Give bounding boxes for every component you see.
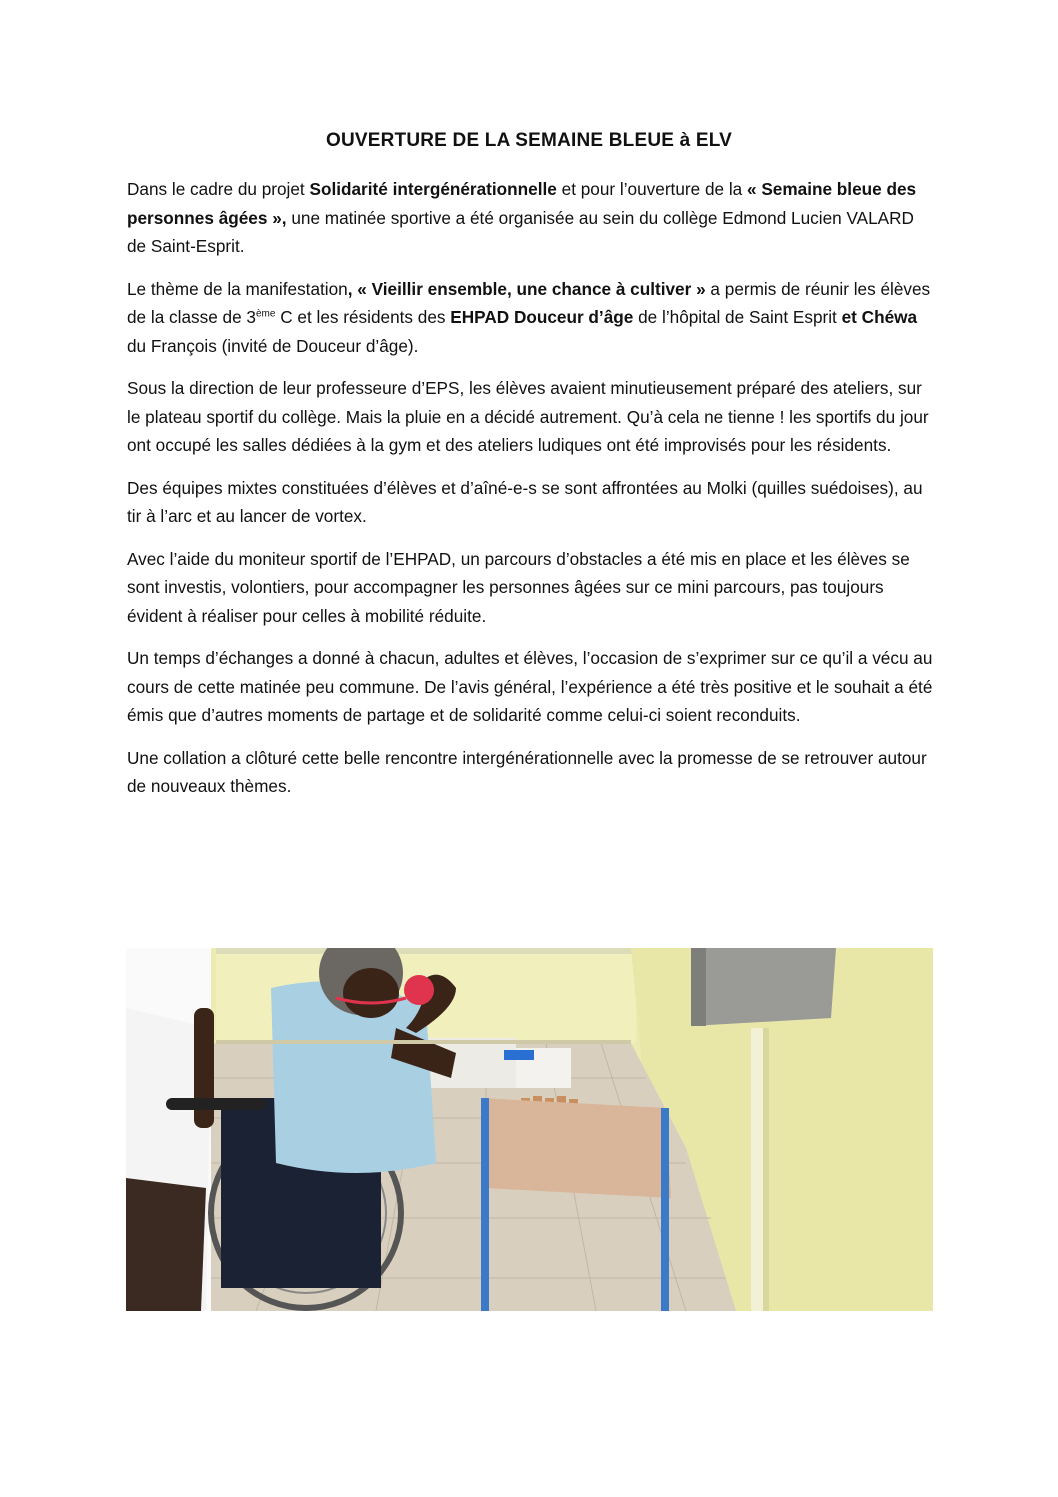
article-body [127, 175, 937, 815]
page-title: OUVERTURE DE LA SEMAINE BLEUE à ELV [325, 130, 733, 151]
paragraph-2: Le thème de la manifestation, « Vieillir ensemble, une chance à cultiver » a permis de réunir les élèves de la classe de 3ème C et les résidents des EHPAD Douceur d’âge de l’hôpital de Saint Esprit et Chéwa du François (invité de Douceur d’âge). [127, 278, 931, 356]
paragraph-6: Un temps d’échanges a donné à chacun, adultes et élèves, l’occasion de s’exprimer sur ce qu’il a vécu au cours de cette matinée peu commune. De l’avis général, l’expérience a été très positive et le souhait a été émis que d’autres moments de partage et de solidarité comme celui-ci soient reconduits. [127, 648, 933, 725]
paragraph-5: Avec l’aide du moniteur sportif de l’EHPAD, un parcours d’obstacles a été mis en place et les élèves se sont investis, volontiers, pour accompagner les personnes âgées sur ce mini parcours, pas toujours évident à réaliser pour celles à mobilité réduite. [127, 548, 910, 626]
paragraph-3: Sous la direction de leur professeure d’EPS, les élèves avaient minutieusement préparé des ateliers, sur le plateau sportif du collège. Mais la pluie en a décidé autrement. Qu’à cela ne tienne ! les sportifs du jour ont occupé les salles dédiées à la gym et des ateliers ludiques ont été improvisés pour les résidents. [127, 378, 929, 455]
paragraph-7: Une collation a clôturé cette belle rencontre intergénérationnelle avec la promesse de se retrouver autour de nouveaux thèmes. [127, 747, 927, 796]
paragraph-1: Dans le cadre du projet Solidarité intergénérationnelle et pour l’ouverture de la « Semaine bleue des personnes âgées », une matinée sportive a été organisée au sein du collège Edmond Lucien VALARD de Saint-Esprit. [127, 179, 917, 256]
paragraph-4: Des équipes mixtes constituées d’élèves et d’aîné-e-s se sont affrontées au Molki (quilles suédoises), au tir à l’arc et au lancer de vortex. [127, 477, 923, 526]
photo-resident-wheelchair-icon [126, 948, 933, 1311]
